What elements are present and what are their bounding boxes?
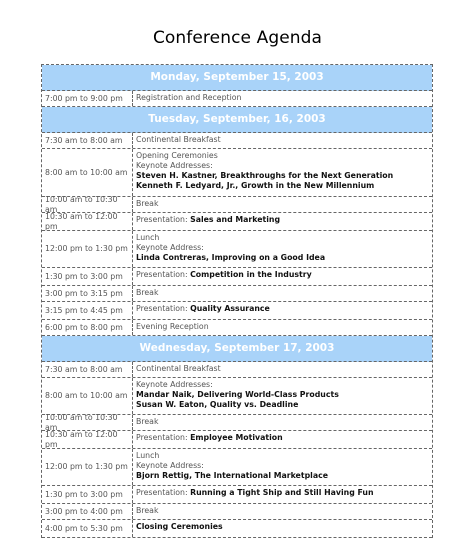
description-line	[136, 506, 432, 516]
agenda-row	[42, 268, 432, 286]
description-text: Lunch	[136, 233, 160, 242]
agenda-row	[42, 231, 432, 268]
description-line	[136, 215, 432, 225]
description-line	[136, 451, 432, 461]
description-bold-text: Bjorn Rettig, The International Marketplace	[136, 471, 328, 480]
page-title: Conference Agenda	[152, 28, 323, 48]
description-bold-text: Mandar Naik, Delivering World-Class Products	[136, 390, 339, 399]
description-text: Keynote Addresses:	[136, 380, 213, 389]
description-bold-text: Linda Contreras, Improving on a Good Idea	[136, 253, 326, 262]
description-text: Keynote Address:	[136, 243, 204, 252]
description-cell	[133, 133, 432, 148]
description-line	[136, 380, 432, 390]
description-cell	[133, 504, 432, 519]
description-cell	[133, 378, 432, 414]
description-line	[136, 400, 432, 410]
agenda-row	[42, 362, 432, 378]
description-line	[136, 233, 432, 243]
agenda-row	[42, 486, 432, 504]
description-text: Presentation:	[136, 304, 191, 313]
time-cell: 4:00 pm to 5:30 pm	[42, 520, 133, 537]
agenda-table	[41, 64, 433, 538]
description-text: Opening Ceremonies	[136, 151, 218, 160]
description-cell	[133, 449, 432, 485]
time-cell: 1:30 pm to 3:00 pm	[42, 486, 133, 503]
time-cell: 10:00 am to 10:30 am	[42, 197, 133, 212]
description-bold-text: Closing Ceremonies	[136, 522, 223, 531]
description-bold-text: Sales and Marketing	[190, 215, 281, 224]
description-line	[136, 390, 432, 400]
description-text: Evening Reception	[136, 322, 209, 331]
time-cell: 7:30 am to 8:00 am	[42, 362, 133, 377]
description-cell	[133, 415, 432, 430]
day-heading: Wednesday, September 17, 2003	[42, 336, 432, 362]
description-cell	[133, 149, 432, 196]
description-text: Break	[136, 288, 159, 297]
description-cell	[133, 197, 432, 212]
time-cell: 8:00 am to 10:00 am	[42, 378, 133, 414]
description-text: Lunch	[136, 451, 160, 460]
description-text: Presentation:	[136, 270, 191, 279]
agenda-row	[42, 149, 432, 197]
description-line	[136, 288, 432, 298]
agenda-row	[42, 213, 432, 231]
description-line	[136, 417, 432, 427]
agenda-row	[42, 449, 432, 486]
description-text: Break	[136, 199, 159, 208]
description-text: Break	[136, 506, 159, 515]
time-cell: 12:00 pm to 1:30 pm	[42, 231, 133, 267]
agenda-row	[42, 133, 432, 149]
agenda-row	[42, 320, 432, 336]
time-cell: 10:30 am to 12:00 pm	[42, 213, 133, 230]
description-cell	[133, 286, 432, 301]
description-cell	[133, 213, 432, 230]
description-line	[136, 471, 432, 481]
description-bold-text: Quality Assurance	[190, 304, 270, 313]
agenda-row	[42, 302, 432, 320]
description-cell	[133, 486, 432, 503]
time-cell: 10:00 am to 10:30 am	[42, 415, 133, 430]
time-cell: 3:00 pm to 4:00 pm	[42, 504, 133, 519]
description-bold-text: Kenneth F. Ledyard, Jr., Growth in the New Millennium	[136, 181, 375, 190]
description-cell	[133, 320, 432, 335]
description-line	[136, 522, 432, 532]
description-text: Continental Breakfast	[136, 364, 221, 373]
description-cell	[133, 91, 432, 106]
description-bold-text: Running a Tight Ship and Still Having Fun	[190, 488, 374, 497]
description-text: Presentation:	[136, 215, 191, 224]
agenda-row	[42, 286, 432, 302]
time-cell: 1:30 pm to 3:00 pm	[42, 268, 133, 285]
description-line	[136, 199, 432, 209]
description-line	[136, 253, 432, 263]
description-text: Keynote Addresses:	[136, 161, 213, 170]
description-text: Presentation:	[136, 433, 191, 442]
description-cell	[133, 268, 432, 285]
time-cell: 7:00 pm to 9:00 pm	[42, 91, 133, 106]
agenda-row	[42, 91, 432, 107]
description-bold-text: Steven H. Kastner, Breakthroughs for the Next Generation	[136, 171, 394, 180]
description-text: Continental Breakfast	[136, 135, 221, 144]
description-bold-text: Employee Motivation	[190, 433, 283, 442]
description-bold-text: Susan W. Eaton, Quality vs. Deadline	[136, 400, 299, 409]
description-line	[136, 270, 432, 280]
description-line	[136, 151, 432, 161]
description-cell	[133, 431, 432, 448]
description-cell	[133, 302, 432, 319]
description-line	[136, 181, 432, 191]
time-cell: 6:00 pm to 8:00 pm	[42, 320, 133, 335]
time-cell: 10:30 am to 12:00 pm	[42, 431, 133, 448]
agenda-row	[42, 504, 432, 520]
agenda-row	[42, 378, 432, 415]
agenda-row	[42, 431, 432, 449]
description-line	[136, 364, 432, 374]
description-text: Break	[136, 417, 159, 426]
description-cell	[133, 520, 432, 537]
description-line	[136, 433, 432, 443]
description-text: Registration and Reception	[136, 93, 242, 102]
agenda-row	[42, 520, 432, 538]
time-cell: 3:15 pm to 4:45 pm	[42, 302, 133, 319]
description-line	[136, 461, 432, 471]
description-bold-text: Competition in the Industry	[190, 270, 312, 279]
time-cell: 3:00 pm to 3:15 pm	[42, 286, 133, 301]
description-line	[136, 161, 432, 171]
description-cell	[133, 362, 432, 377]
description-line	[136, 488, 432, 498]
description-text: Keynote Address:	[136, 461, 204, 470]
description-line	[136, 322, 432, 332]
time-cell: 7:30 am to 8:00 am	[42, 133, 133, 148]
time-cell: 8:00 am to 10:00 am	[42, 149, 133, 196]
description-line	[136, 171, 432, 181]
day-heading: Monday, September 15, 2003	[42, 65, 432, 91]
description-line	[136, 304, 432, 314]
time-cell: 12:00 pm to 1:30 pm	[42, 449, 133, 485]
description-cell	[133, 231, 432, 267]
day-heading: Tuesday, September, 16, 2003	[42, 107, 432, 133]
description-text: Presentation:	[136, 488, 191, 497]
description-line	[136, 93, 432, 103]
description-line	[136, 243, 432, 253]
description-line	[136, 135, 432, 145]
